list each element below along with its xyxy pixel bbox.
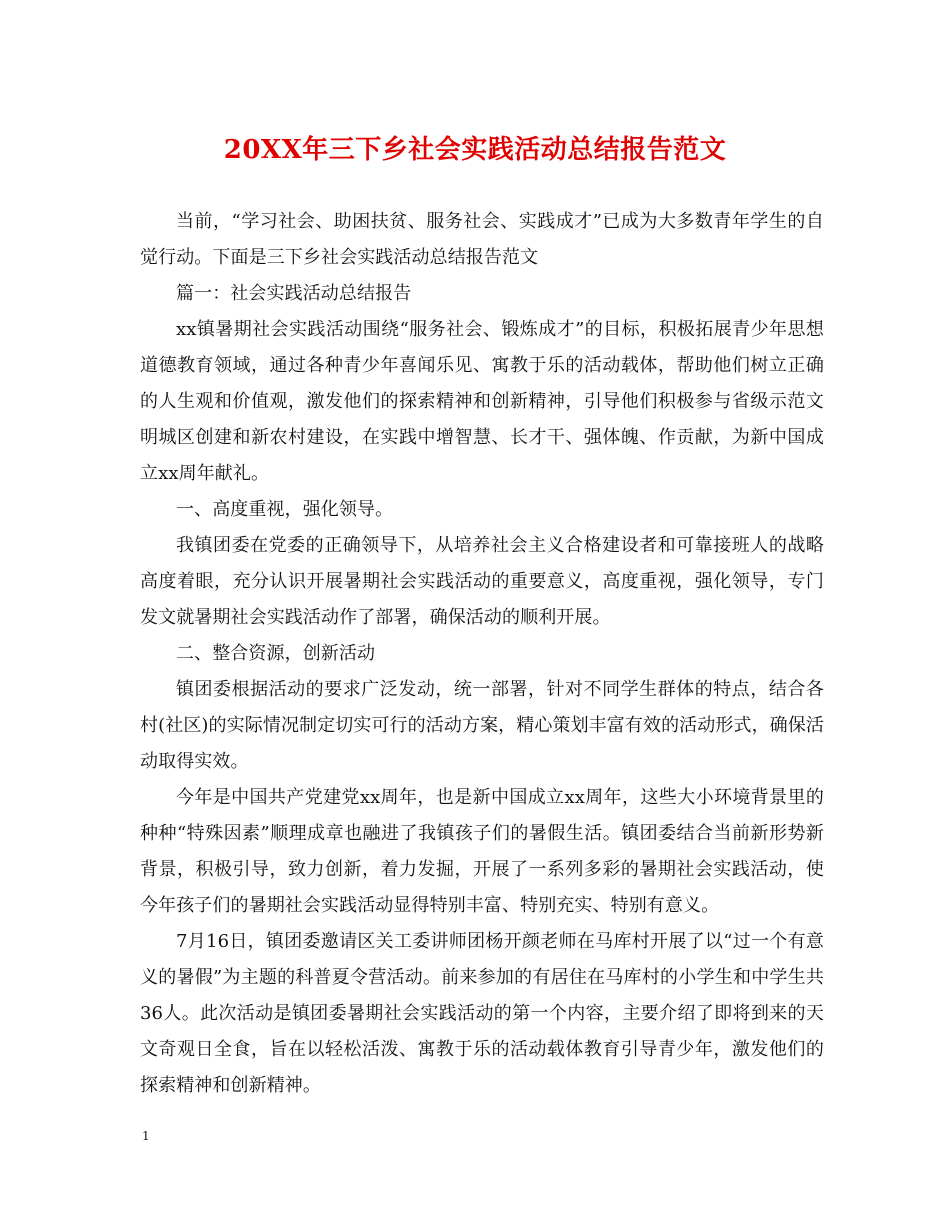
document-title: 20XX年三下乡社会实践活动总结报告范文: [223, 135, 727, 165]
paragraph-heading-two: 二、整合资源，创新活动: [176, 643, 376, 664]
paragraph-leadership: 我镇团委在党委的正确领导下，从培养社会主义合格建设者和可靠接班人的战略高度着眼，充分认识开展暑期社会实践活动的重要意义，高度重视，强化领导，专门发文就暑期社会实践活动作了部署，确保活动的顺利开展。: [140, 535, 824, 628]
paragraph-section-heading: 篇一：社会实践活动总结报告: [176, 283, 412, 304]
paragraph-july-event: 7月16日，镇团委邀请区关工委讲师团杨开颜老师在马库村开展了以“过一个有意义的暑假”为主题的科普夏令营活动。前来参加的有居住在马库村的小学生和中学生共36人。此次活动是镇团委暑期社会实践活动的第一个内容，主要介绍了即将到来的天文奇观日全食，旨在以轻松活泼、寓教于乐的活动载体教育引导青少年，激发他们的探索精神和创新精神。: [140, 931, 824, 1096]
document-body: [140, 204, 824, 1104]
page-number: 1: [142, 1129, 150, 1143]
paragraph-intro: 当前，“学习社会、助困扶贫、服务社会、实践成才”已成为大多数青年学生的自觉行动。下面是三下乡社会实践活动总结报告范文: [140, 211, 824, 268]
paragraph-anniversary: 今年是中国共产党建党xx周年，也是新中国成立xx周年，这些大小环境背景里的种种“特殊因素”顺理成章也融进了我镇孩子们的暑假生活。镇团委结合当前新形势新背景，积极引导，致力创新，着力发掘，开展了一系列多彩的暑期社会实践活动，使今年孩子们的暑期社会实践活动显得特别丰富、特别充实、特别有意义。: [140, 787, 824, 916]
paragraph-heading-one: 一、高度重视，强化领导。: [176, 499, 394, 520]
paragraph-resources: 镇团委根据活动的要求广泛发动，统一部署，针对不同学生群体的特点，结合各村(社区)的实际情况制定切实可行的活动方案，精心策划丰富有效的活动形式，确保活动取得实效。: [140, 679, 824, 772]
paragraph-overview: xx镇暑期社会实践活动围绕“服务社会、锻炼成才”的目标，积极拓展青少年思想道德教育领域，通过各种青少年喜闻乐见、寓教于乐的活动载体，帮助他们树立正确的人生观和价值观，激发他们的探索精神和创新精神，引导他们积极参与省级示范文明城区创建和新农村建设，在实践中增智慧、长才干、强体魄、作贡献，为新中国成立xx周年献礼。: [140, 319, 824, 484]
